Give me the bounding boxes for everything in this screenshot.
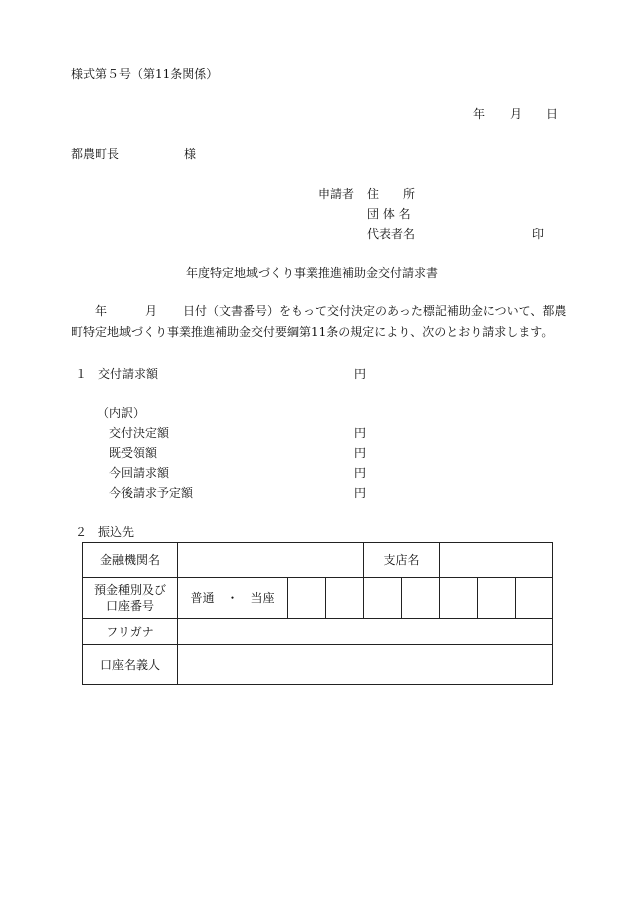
body-month: 月: [145, 304, 158, 318]
account-type-options[interactable]: 普通 ・ 当座: [178, 578, 288, 619]
breakdown-item-unit: 円: [354, 466, 367, 480]
account-digit-cell[interactable]: [478, 578, 516, 619]
breakdown-item-unit: 円: [354, 446, 367, 460]
section2-label: 振込先: [98, 525, 135, 539]
account-row: [83, 578, 553, 619]
date-day-label: 日: [546, 107, 559, 121]
addressee-name: 都農町長: [71, 147, 120, 161]
body-text-line1: 日付（文書番号）をもって交付決定のあった標記補助金について、都農: [183, 304, 567, 318]
holder-row: [83, 645, 553, 685]
furigana-label: フリガナ: [83, 619, 178, 645]
bank-name-row: [83, 543, 553, 578]
document-title: 年度特定地域づくり事業推進補助金交付請求書: [186, 266, 439, 280]
section1-number: １: [75, 367, 88, 381]
branch-field[interactable]: [440, 543, 553, 578]
section1-unit: 円: [354, 367, 367, 381]
form-number: 様式第５号（第11条関係）: [71, 67, 219, 81]
applicant-rep-label: 代表者名: [367, 227, 416, 241]
account-digit-cell[interactable]: [326, 578, 364, 619]
holder-label: 口座名義人: [83, 645, 178, 685]
account-digit-cell[interactable]: [516, 578, 553, 619]
account-type-label-line2: 口座番号: [105, 599, 154, 613]
date-year-label: 年: [473, 107, 486, 121]
account-digit-cell[interactable]: [440, 578, 478, 619]
breakdown-item-unit: 円: [354, 426, 367, 440]
section2-number: ２: [75, 525, 88, 539]
furigana-field[interactable]: [178, 619, 553, 645]
account-type-label-line1: 預金種別及び: [93, 583, 166, 597]
breakdown-label: （内訳）: [97, 406, 146, 420]
addressee-honorific: 様: [184, 147, 197, 161]
breakdown-item-label: 既受領額: [109, 446, 158, 460]
account-digit-cell[interactable]: [288, 578, 326, 619]
bank-name-field[interactable]: [178, 543, 364, 578]
breakdown-item-label: 交付決定額: [109, 426, 170, 440]
date-month-label: 月: [510, 107, 523, 121]
body-text-line2: 町特定地域づくり事業推進補助金交付要綱第11条の規定により、次のとおり請求します。: [71, 325, 554, 339]
bank-transfer-table: [82, 542, 553, 685]
applicant-address-label: 住 所: [367, 187, 416, 201]
applicant-label: 申請者: [318, 187, 355, 201]
applicant-group-label: 団 体 名: [367, 207, 411, 221]
bank-name-label: 金融機関名: [83, 543, 178, 578]
furigana-row: [83, 619, 553, 645]
breakdown-item-label: 今後請求予定額: [109, 486, 194, 500]
breakdown-item-label: 今回請求額: [109, 466, 170, 480]
breakdown-item-unit: 円: [354, 486, 367, 500]
branch-label: 支店名: [364, 543, 440, 578]
section1-label: 交付請求額: [98, 367, 159, 381]
account-digit-cell[interactable]: [402, 578, 440, 619]
account-type-label: [83, 578, 178, 619]
seal-mark: 印: [532, 227, 545, 241]
account-digit-cell[interactable]: [364, 578, 402, 619]
body-year: 年: [95, 304, 108, 318]
holder-field[interactable]: [178, 645, 553, 685]
